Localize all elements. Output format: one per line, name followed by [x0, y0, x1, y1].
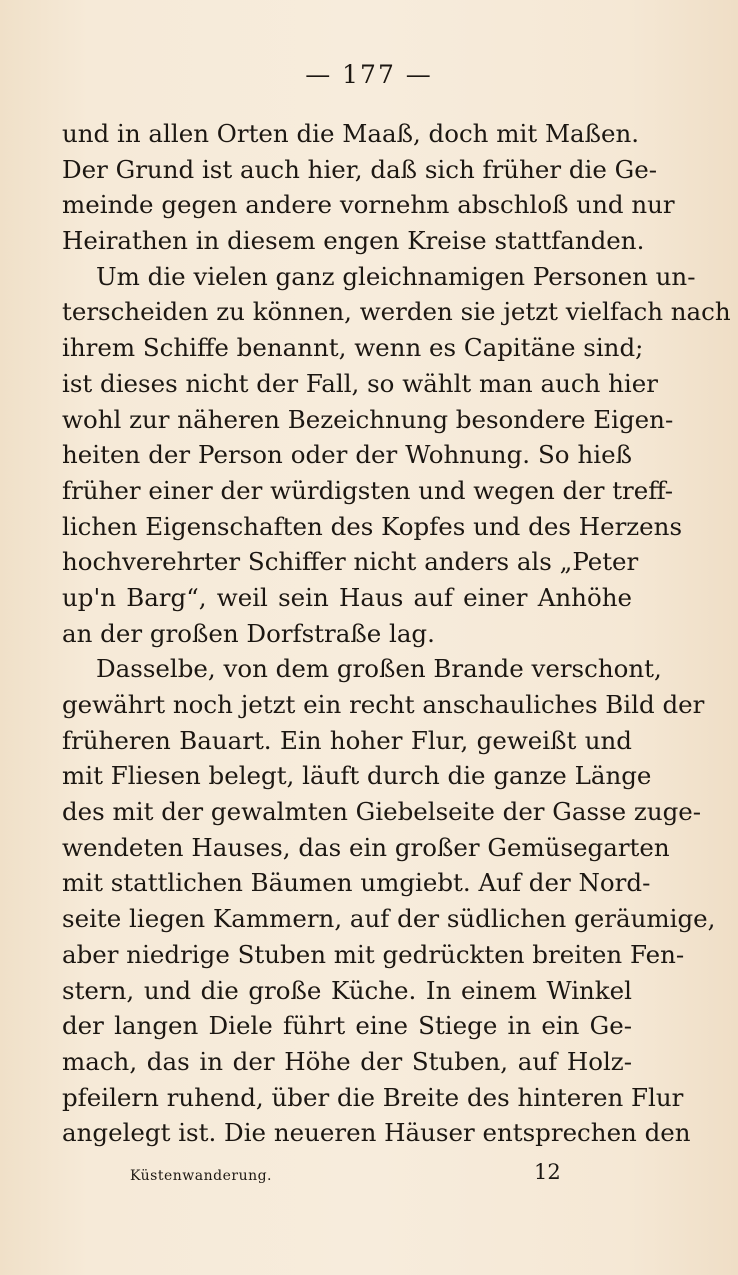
text-line: heiten der Person oder der Wohnung. So hieß — [62, 440, 632, 470]
text-line: up'n Barg“, weil sein Haus auf einer Anhöhe — [62, 582, 632, 612]
text-line: der langen Diele führt eine Stiege in ein Ge- — [62, 1011, 632, 1041]
signature-mark: Küstenwanderung. — [130, 1168, 273, 1184]
text-line: wohl zur näheren Bezeichnung besondere Eigen- — [62, 404, 674, 434]
text-line: seite liegen Kammern, auf der südlichen geräumige, — [62, 904, 716, 934]
text-line: des mit der gewalmten Giebelseite der Gasse zuge- — [62, 797, 702, 827]
text-line: Dasselbe, von dem großen Brande verschont, — [96, 654, 662, 684]
text-line: wendeten Hauses, das ein großer Gemüsegarten — [62, 832, 670, 862]
text-line: und in allen Orten die Maaß, doch mit Maßen. — [62, 119, 640, 148]
text-line: mach, das in der Höhe der Stuben, auf Holz- — [62, 1046, 632, 1076]
text-line: mit Fliesen belegt, läuft durch die ganze Länge — [62, 761, 652, 791]
sheet-number: 12 — [534, 1160, 561, 1184]
text-line: früher einer der würdigsten und wegen der treff- — [62, 475, 674, 505]
text-line: ihrem Schiffe benannt, wenn es Capitäne sind; — [62, 333, 644, 363]
text-line: angelegt ist. Die neueren Häuser entsprechen den — [62, 1118, 691, 1148]
text-line: gewährt noch jetzt ein recht anschauliches Bild der — [62, 690, 705, 719]
text-line: stern, und die große Küche. In einem Winkel — [62, 975, 632, 1005]
text-line: meinde gegen andere vornehm abschloß und nur — [62, 190, 675, 220]
text-line: mit stattlichen Bäumen umgiebt. Auf der Nord- — [62, 868, 651, 898]
text-line: terscheiden zu können, werden sie jetzt vielfach nach — [62, 297, 731, 327]
text-line: aber niedrige Stuben mit gedrückten breiten Fen- — [62, 939, 685, 969]
text-line: ist dieses nicht der Fall, so wählt man auch hier — [62, 368, 658, 398]
text-line: Um die vielen ganz gleichnamigen Personen un- — [96, 261, 696, 291]
text-line: pfeilern ruhend, über die Breite des hinteren Flur — [62, 1082, 684, 1112]
text-line: hochverehrter Schiffer nicht anders als „Peter — [62, 547, 639, 577]
page-body — [62, 116, 731, 1151]
text-line: an der großen Dorfstraße lag. — [62, 618, 435, 648]
text-line: lichen Eigenschaften des Kopfes und des Herzens — [62, 511, 683, 541]
text-line: früheren Bauart. Ein hoher Flur, geweißt und — [62, 725, 632, 755]
text-line: Der Grund ist auch hier, daß sich früher die Ge- — [62, 154, 658, 184]
page-number: — 177 — — [305, 60, 433, 89]
text-line: Heirathen in diesem engen Kreise stattfanden. — [62, 226, 645, 256]
